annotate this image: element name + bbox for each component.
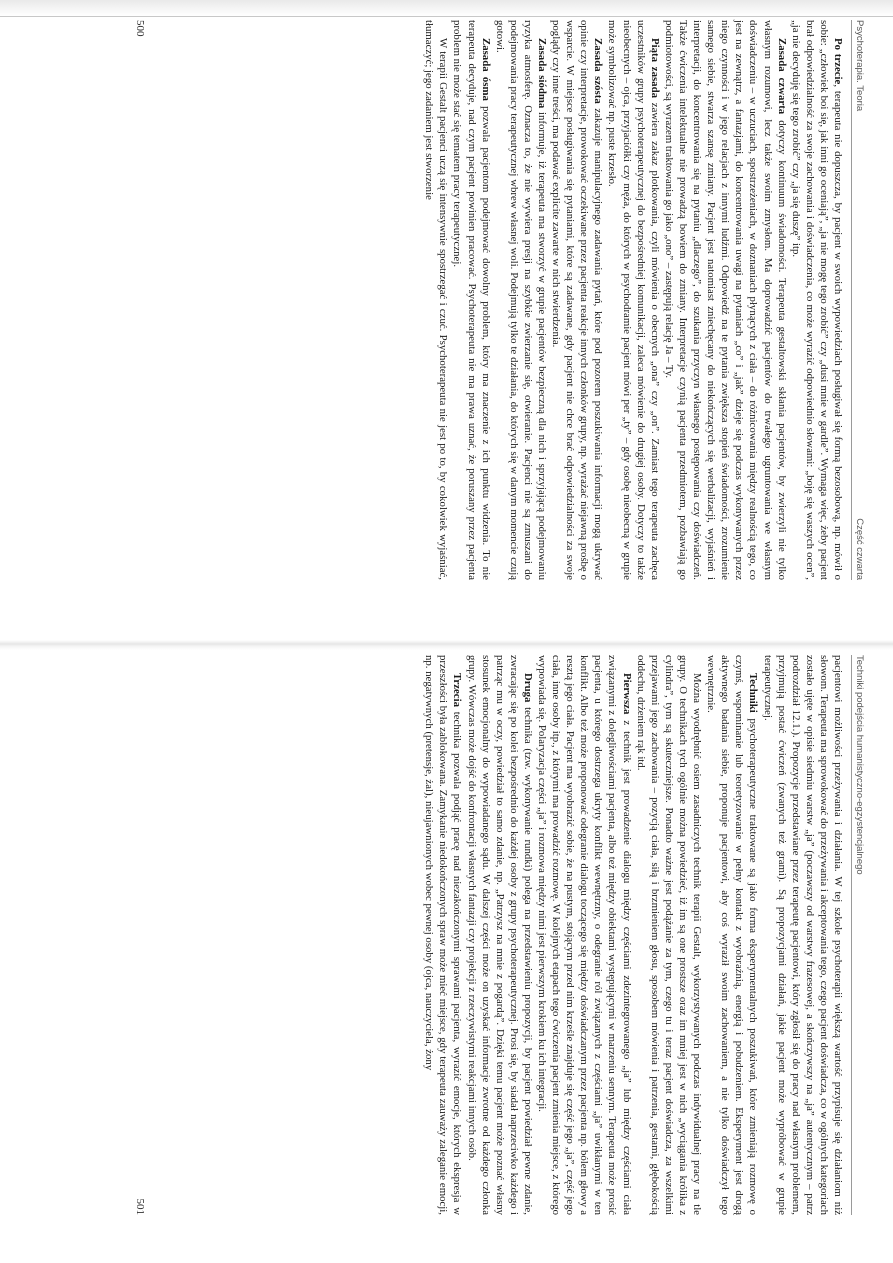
paragraph [605, 20, 661, 580]
paragraph-lead: Zasada ósma [479, 38, 492, 101]
paragraph [704, 655, 760, 1215]
paragraph [760, 655, 845, 1215]
running-head-left: Techniki podejścia humanistyczno-egzystencjalnego [854, 655, 865, 875]
paragraph-lead: Zasada czwarta [775, 38, 788, 115]
paragraph-lead: Techniki [747, 673, 760, 713]
paragraph-text: technika (tzw. wykonywanie rundki) polega na przedstawieniu propozycji, by pacjent powiedział pewne zdanie, zwracając się po kolei bezpośrednio do każdej osoby z grupy psychoterapeutycznej. Prosi się, by siadał naprzeciwko każdego i patrząc mu w oczy, powiedział to samo zdanie, np. „Patrzysz na mnie z pogardą”. Dzięki temu pacjent może poznać własny stosunek emocjonalny do wypowiadanego sądu. W dalszej części może on uzyskać informacje zwrotne od każdego członka grupy. Wówczas może dojść do konfrontacji własnych fantazji czy projekcji z rzeczywistymi reakcjami innych osób. [465, 655, 534, 1215]
paragraph-text: pacjentowi możliwości przeżywania i działania. W tej szkole psychoterapii większą wartość przypisuje się działaniom niż słowom. Terapeuta ma sprowokować do przeżywania i akceptowania tego, czego pacjent doświadcza, co w ogólnych kategoriach zostało ujęte w opisie siedmiu warstw „ja” (poczawszy od warstwy frazesowej, a skończywszy na „ja” autentycznym – patrz podrozdział 12.1.). Propozycje przedstawiane przez terapeutę pacjentowi, który zgłosił się do pracy nad własnym problemem, przyjmują postać ćwiczeń (zwanych też grami). Są propozycjami działań, jakie pacjent może wypróbować w grupie terapeutycznej. [761, 655, 844, 1215]
page-501 [132, 655, 872, 1215]
paragraph [422, 655, 464, 1215]
paragraph-text: W terapii Gestalt pacjenci uczą się intensywnie spostrzegać i czuć. Psychoterapeuta nie jest po to, by cokolwiek wyjaśniać, tłumaczyć; jego zadaniem jest stworzenie [423, 20, 450, 580]
paragraph [535, 655, 634, 1215]
page-number: 501 [134, 1198, 146, 1215]
paragraph-text: , terapeuta nie dopuszcza, by pacjent w swoich wypowiedziach posługiwał się formą bezosobową, np. mówił o sobie: „człowiek boi się, jak inni go oceniają”, „ja nie mogę tego zrobić” czy „dusi mnie w gardle”. Wymaga więc, żeby pacjent brał odpowiedzialność za swoje zachowania i doświadczenia, co może wyrazić odpowiednio słowami: „boję się waszych ocen”, „ja nie decyduję się tego zrobić” czy „ja się duszę” itp. [789, 20, 844, 580]
paragraph-lead: Trzecia [451, 673, 464, 707]
paragraph-lead: Po trzecie [832, 38, 844, 85]
paragraph-lead: Zasada szósta [592, 38, 605, 104]
paragraph-text: psychoterapeutyczne traktowane są jako forma eksperymentalnych poszukiwań, które zmieniają rozmowę o czymś, wspominanie lub teoretyzowanie w pełny kontakt z wyobraźnią, energią i pobudzeniem. Eksperyment jest drogą aktywnego badania siebie, proponuje pacjentowi, aby coś wyraził swoim zachowaniem, a nie tylko doświadczył tego wewnętrznie. [705, 655, 760, 1215]
paragraph-text: technika pozwala podjąć pracę nad niezakończonymi sprawami pacjenta, wyrazić emocje, których ekspresja w przeszłości była zablokowana. Zamykanie niedokończonych spraw może mieć miejsce, gdy terapeuta zauważy zaleganie emocji, np. negatywnych (pretensje, żal), nieujawnionych wobec pewnej osoby (ojca, nauczyciela, żony [423, 655, 464, 1215]
body-text [422, 20, 851, 580]
paragraph-lead: Pierwsza [620, 673, 633, 715]
page-number: 500 [134, 20, 146, 37]
paragraph-lead: Piąta zasada [648, 38, 661, 98]
paragraph [493, 20, 549, 580]
paragraph-text: zakazuje manipulacyjnego zadawania pytań, które pod pozorem poszukiwania informacji mogą ukrywać opinie czy interpretacje, prowokować oczekiwane przez pacjenta reakcje innych członków grupy, np. wyrażać niejawną prośbę o wsparcie. W miejsce posługiwania się pytaniami, które są zadawane, gdy pacjent nie chce brać odpowiedzialności za swoje poglądy czy inne treści, ma podawać explicite zawarte w nich stwierdzenia. [550, 20, 605, 580]
paragraph [450, 20, 492, 580]
paragraph-lead: Druga [521, 673, 534, 703]
paragraph [464, 655, 534, 1215]
paragraph-text: z technik jest prowadzenie dialogu między częściami zdezintegrowanego „ja” lub między częściami ciała związanymi z dolegliwościami pacjenta, albo też między obiektami występującymi w marzeniu sennym. Terapeuta może prosić pacjenta, u którego dostrzega ukryty konflikt wewnętrzny, o odegranie ról związanych z częściami „ja” uwikłanymi w ten konflikt. Albo też może proponować odegranie dialogu toczącego się między doświadczanym przez pacjenta np. bólem głowy a resztą jego ciała. Pacjent ma wyobrazić sobie, że na pustym, stojącym przed nim krześle znajduje się część jego „ja”, część jego ciała, inne osoby itp., z którymi ma prowadzić rozmowę. W kolejnych etapach tego ćwiczenia pacjent zmienia miejsce, z którego wypowiada się. Polaryzacja części „ja” i rozmowa między nimi jest pierwszym krokiem ku ich integracji. [536, 655, 633, 1215]
page-500 [132, 20, 872, 580]
paragraph-lead: Zasada siódma [536, 38, 549, 109]
paragraph [789, 20, 845, 580]
scan-line [0, 16, 893, 17]
body-text [422, 655, 851, 1215]
paragraph [422, 20, 450, 580]
paragraph-text: zawiera zakaz plotkowania, czyli mówienia o obecnych „ona” czy „on”. Zamiast tego terapeuta zachęca uczestników grupy psychoterapeutycznej do bezpośredniej komunikacji, zaleca mówienie do drugiej osoby. Dotyczy to także nieobecnych – ojca, przyjaciółki czy męża, do których w psychodramie pacjent mówi per „ty” – gdy osobę nieobecną w grupie może symbolizować np. puste krzesło. [606, 20, 661, 580]
paragraph-text: pozwala pacjentom podejmować dowolny problem, który ma znaczenie z ich punktu widzenia. To nie terapeuta decyduje, nad czym pacjent powinien pracować. Psychoterapeuta nie ma prawa uznać, że poruszany przez pacjenta problem nie może stać się tematem pracy terapeutycznej. [451, 20, 492, 580]
paragraph [634, 655, 704, 1215]
running-head-left: Psychoterapia. Teoria [854, 20, 865, 112]
paragraph-text: dotyczy kontinuum świadomości. Terapeuta gestaltowski skłania pacjentów, by zwierzyli nie tylko własnym rozumowi, lecz także swoim zmysłom. Ma doprowadzić pacjentów do trwałego ugruntowania we własnym doświadczeniu – w uczuciach, spostrzeżeniach, w doznaniach płynących z ciała – do różnicowania między realnością tego, co jest na zewnątrz, a fantazjami, do koncentrowania uwagi na pytaniach „co” i „jak” dzieje się podczas wykonywanych przez niego czynności i w jego relacjach z innymi ludźmi. Odpowiedź na te pytania zwiększa stopień świadomości, zrozumienie samego siebie, stwarza szansę zmiany. Pacjent jest natomiast zniechęcany do niekończących się werbalizacji, wyjaśnień i interpretacji, do koncentrowania się na pytaniu „dlaczego”, do szukania przyczyn własnego postępowania czy doświadczeń. Także ćwiczenia intelektualne nie prowadzą bowiem do zmiany. Interpretacje czynią pacjenta przedmiotem, pozbawiają go podmiotowości, są wyrazem traktowania go jako „ono” – zastępują relację Ja – Ty. [662, 20, 788, 581]
running-head [851, 655, 872, 1215]
paragraph-text: informuje, iż terapeuta ma stworzyć w grupie pacjentów bezpieczną dla nich i sprzyjającą podejmowaniu ryzyka atmosferę. Oznacza to, że nie wywiera presji na szybkie zwierzanie się, otwieranie. Pacjenci nie są zmuszani do podejmowania pracy terapeutycznej wbrew własnej woli. Podejmują tylko te działania, do których się w danym momencie czują gotowi. [493, 20, 549, 580]
paragraph-text: Można wyodrębnić osiem zasadniczych technik terapii Gestalt, wykorzystywanych podczas indywidualnej pracy na tle grupy. O technikach tych ogólnie można powiedzieć, iż im są one prostsze oraz im mniej jest w nich „wyciągania królika z cylindra”, tym są skuteczniejsze. Ponadto ważne jest podążanie za tym, czego tu i teraz pacjent doświadcza, za wszelkimi przejawami jego zachowania – pozycją ciała, siłą i brzmieniem głosu, sposobem mówienia i patrzenia, gestami, głębokością oddechu, drżeniem rąk itd. [634, 655, 704, 1215]
scan-top-edge [0, 0, 893, 16]
book-spine [0, 640, 893, 650]
paragraph [549, 20, 605, 580]
running-head-right: Część czwarta [854, 518, 865, 580]
running-head [851, 20, 872, 580]
paragraph [662, 20, 789, 580]
